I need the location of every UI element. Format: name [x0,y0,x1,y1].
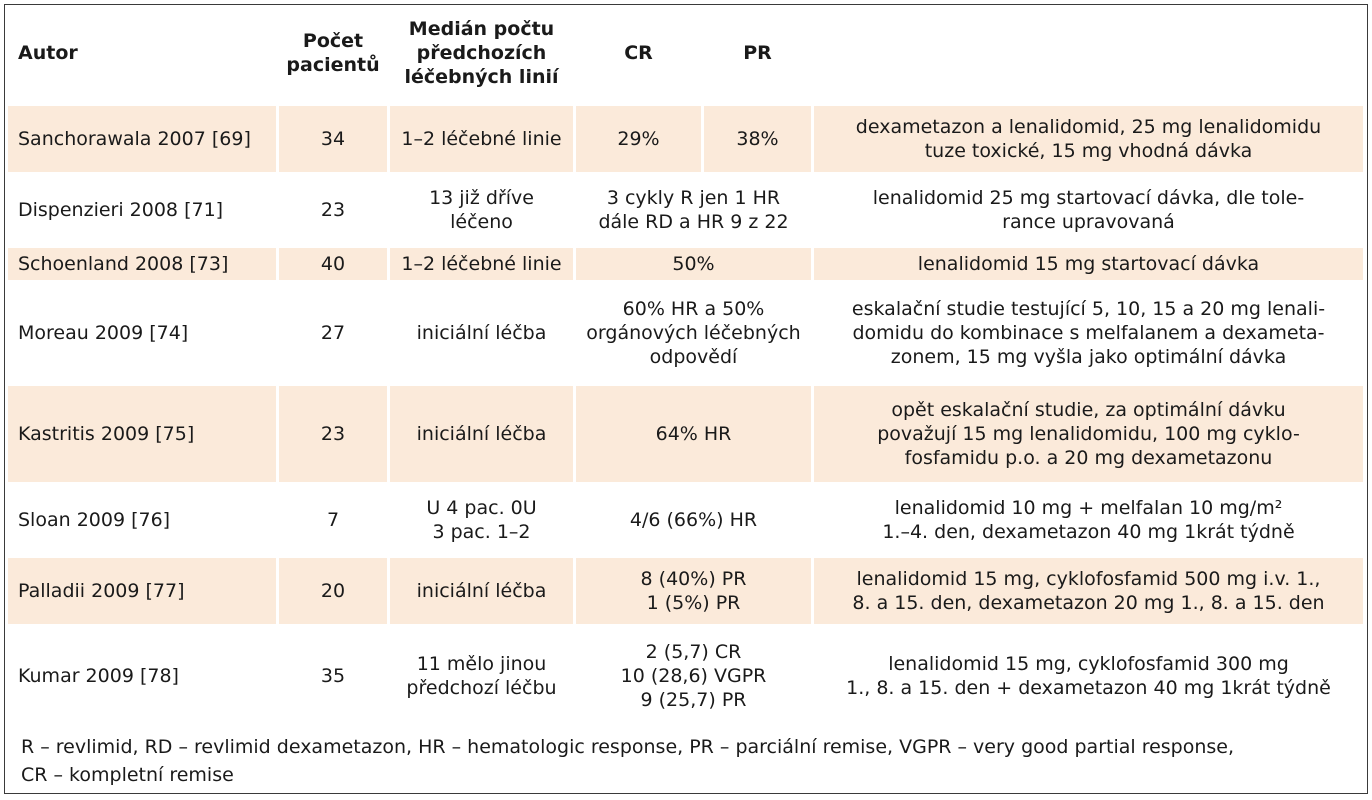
cell-patients: 40 [279,248,387,280]
cell-median: U 4 pac. 0U 3 pac. 1–2 [426,497,537,543]
cell-patients: 27 [320,322,346,344]
header-note [814,5,1363,101]
data-table [5,5,1366,723]
cell-note: eskalační studie testující 5, 10, 15 a 20 mg lenali- domidu do kombinace s melfalanem a dexameta- zonem, 15 mg vyšla jako optimální dávka [851,298,1326,368]
table-row [8,285,1363,381]
cell-note: lenalidomid 25 mg startovací dávka, dle tole- rance upravovaná [872,187,1305,233]
cell-response: 4/6 (66%) HR [629,509,758,531]
cell-response: 8 (40%) PR 1 (5%) PR [576,558,811,624]
cell-cr: 29% [576,106,701,172]
table-frame [4,4,1368,794]
cell-author: Sloan 2009 [76] [18,509,171,531]
table-row [8,487,1363,553]
table-row [8,386,1363,482]
cell-median: iniciální léčba [390,558,573,624]
cell-patients: 7 [326,509,340,531]
cell-author: Palladii 2009 [77] [8,558,276,624]
cell-author: Dispenzieri 2008 [71] [18,199,224,221]
header-author: Autor [18,42,78,64]
cell-author: Kastritis 2009 [75] [8,386,276,482]
cell-patients: 23 [320,199,346,221]
cell-median: 11 mělo jinou předchozí léčbu [406,653,557,699]
cell-median: 1–2 léčebné linie [390,248,573,280]
table-row [8,106,1363,172]
cell-author: Sanchorawala 2007 [69] [8,106,276,172]
cell-response: 60% HR a 50% orgánových léčebných odpovědí [586,298,801,368]
cell-response: 2 (5,7) CR 10 (28,6) VGPR 9 (25,7) PR [620,641,767,711]
header-median: Medián počtu předchozích léčebných linií [404,18,559,88]
cell-note: lenalidomid 15 mg, cyklofosfamid 500 mg i.v. 1., 8. a 15. den, dexametazon 20 mg 1., 8. a 15. den [814,558,1363,624]
header-pr: PR [743,42,772,64]
cell-patients: 23 [279,386,387,482]
cell-median: 1–2 léčebné linie [390,106,573,172]
cell-author: Moreau 2009 [74] [18,322,189,344]
cell-note: lenalidomid 15 mg, cyklofosfamid 300 mg 1., 8. a 15. den + dexametazon 40 mg 1krát týdně [846,653,1331,699]
cell-note: lenalidomid 15 mg startovací dávka [814,248,1363,280]
cell-note: dexametazon a lenalidomid, 25 mg lenalidomidu tuze toxické, 15 mg vhodná dávka [814,106,1363,172]
cell-note: lenalidomid 10 mg + melfalan 10 mg/m² 1.–4. den, dexametazon 40 mg 1krát týdně [882,497,1295,543]
footnote: R – revlimid, RD – revlimid dexametazon, HR – hematologic response, PR – parciální remise, VGPR – very good partial response, CR – kompletní remise [21,736,1235,786]
table-row [8,629,1363,723]
header-row [8,5,1363,101]
cell-patients: 34 [279,106,387,172]
cell-author: Kumar 2009 [78] [18,665,179,687]
cell-response: 3 cykly R jen 1 HR dále RD a HR 9 z 22 [598,187,789,233]
header-patients: Počet pacientů [286,30,380,76]
header-cr: CR [624,42,653,64]
cell-median: iniciální léčba [390,386,573,482]
cell-response: 50% [576,248,811,280]
cell-note: opět eskalační studie, za optimální dávku považují 15 mg lenalidomidu, 100 mg cyklo- fosfamidu p.o. a 20 mg dexametazonu [814,386,1363,482]
cell-median: iniciální léčba [416,322,547,344]
cell-response: 64% HR [576,386,811,482]
table-row [8,248,1363,280]
cell-pr: 38% [704,106,811,172]
cell-author: Schoenland 2008 [73] [8,248,276,280]
cell-median: 13 již dříve léčeno [429,187,534,233]
cell-patients: 35 [320,665,346,687]
cell-patients: 20 [279,558,387,624]
table-row [8,177,1363,243]
table-row [8,558,1363,624]
